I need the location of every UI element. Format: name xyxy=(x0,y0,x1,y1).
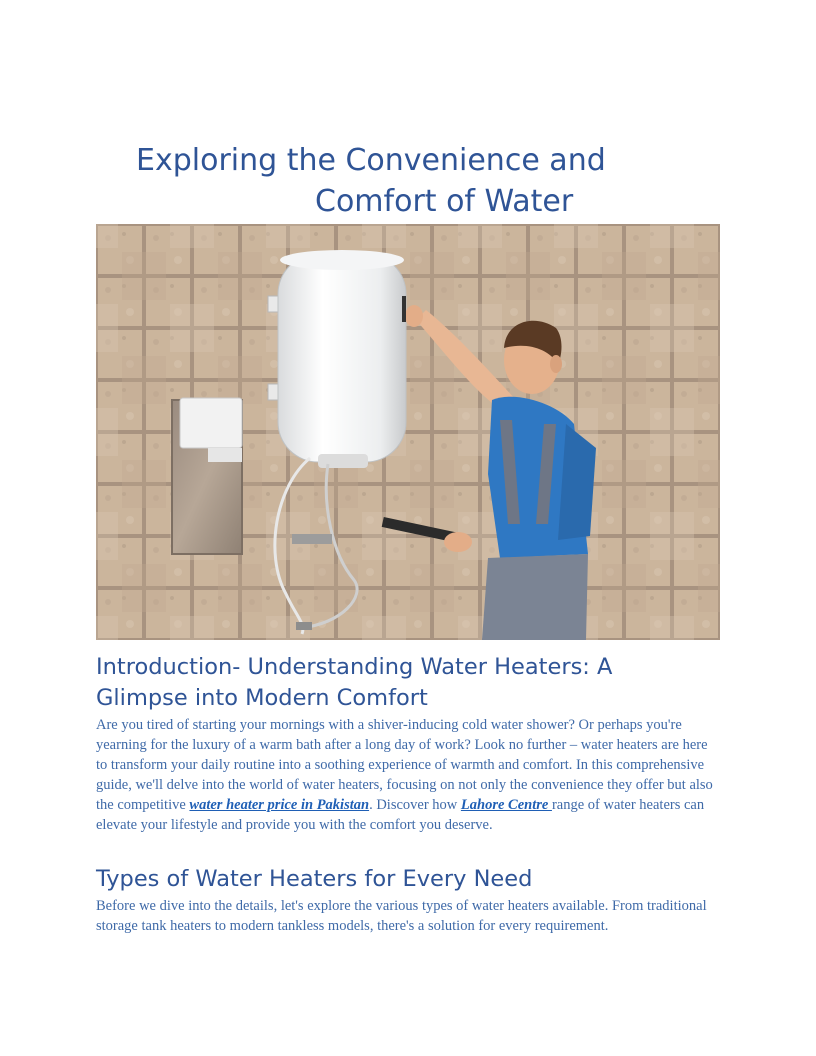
page-title-line-2: Comfort of Water xyxy=(315,184,574,219)
types-heading: Types of Water Heaters for Every Need xyxy=(96,866,533,892)
technician-water-heater-icon xyxy=(96,224,720,640)
page-title-line-1: Exploring the Convenience and xyxy=(136,143,606,178)
intro-text-part-3: range of water heaters can elevate your lifestyle and provide you with the comfort you deserve. xyxy=(96,797,705,833)
lahore-centre-link[interactable]: Lahore Centre xyxy=(460,797,552,813)
intro-heading xyxy=(96,652,720,714)
intro-heading-line-2: Glimpse into Modern Comfort xyxy=(96,685,428,711)
hero-image xyxy=(96,224,720,640)
intro-heading-line-1: Introduction- Understanding Water Heaters: A xyxy=(96,654,613,680)
intro-text-part-2: . Discover how xyxy=(369,797,461,813)
page-title xyxy=(96,140,720,222)
intro-text-part-1: Are you tired of starting your mornings with a shiver-inducing cold water shower? Or perhaps you're yearning for the luxury of a warm bath after a long day of work? Look no further – water heaters are here to transform your daily routine into a soothing experience of warmth and comfort. In this comprehensive guide, we'll delve into the world of water heaters, focusing on not only the convenience they offer but also the competitive xyxy=(96,717,713,813)
intro-paragraph xyxy=(96,715,720,835)
water-heater-price-link[interactable]: water heater price in Pakistan xyxy=(189,797,370,813)
types-paragraph: Before we dive into the details, let's explore the various types of water heaters available. From traditional storage tank heaters to modern tankless models, there's a solution for every requirement. xyxy=(96,898,707,934)
